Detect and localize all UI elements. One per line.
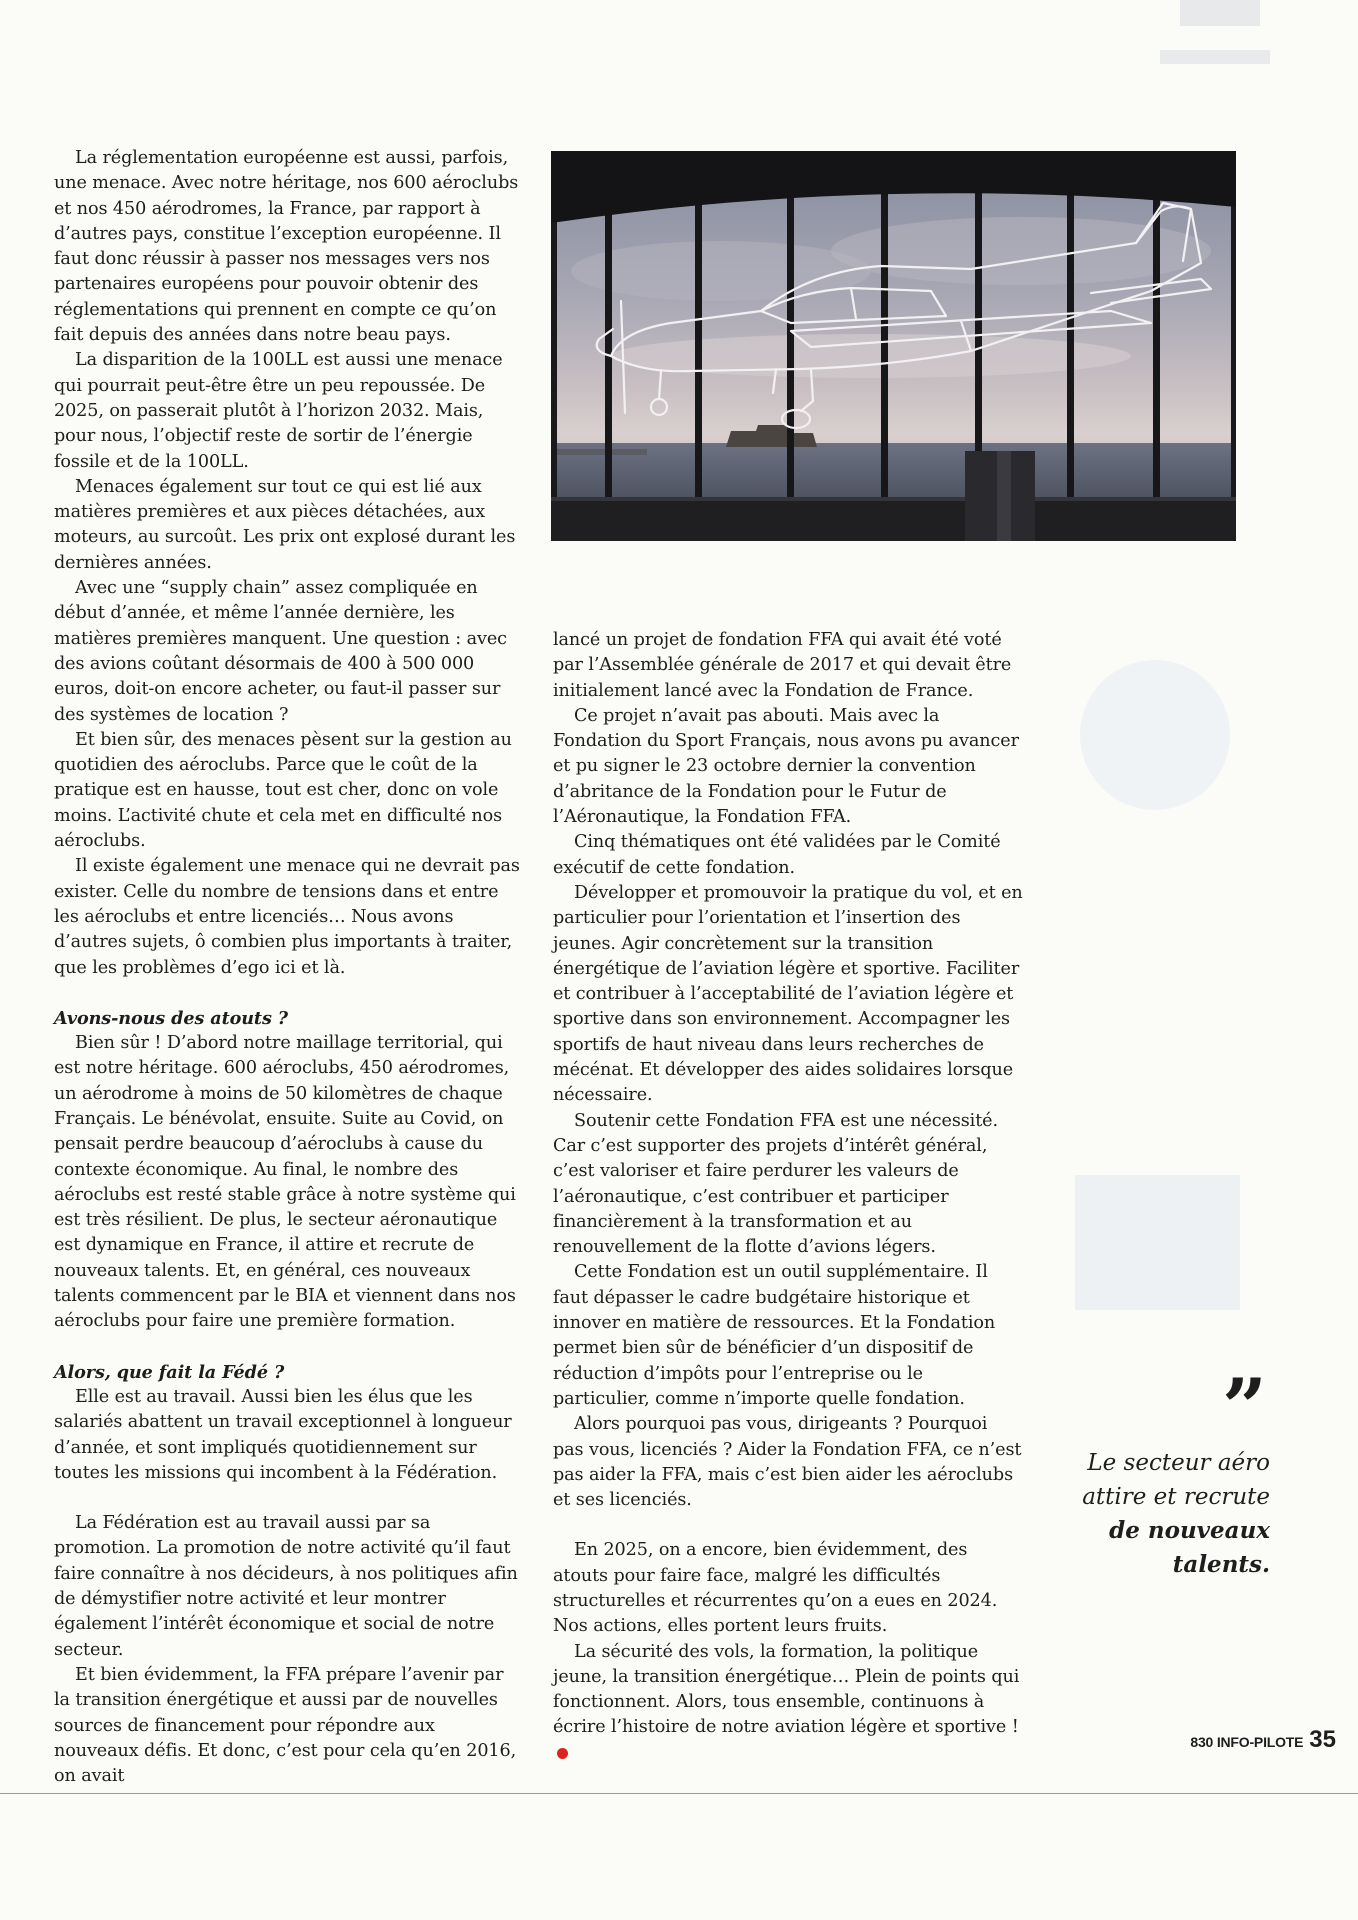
paragraph: La Fédération est au travail aussi par sa promotion. La promotion de notre activité qu’il faut faire connaître à nos décideurs, à nos politiques afin de démystifier notre activité et leur montrer également l’intérêt économique et social de notre secteur. bbox=[54, 1513, 518, 1660]
bleed-through-mark bbox=[1180, 0, 1260, 26]
closing-paragraph bbox=[553, 1640, 1023, 1766]
paragraph: lancé un projet de fondation FFA qui avait été voté par l’Assemblée générale de 2017 et qui devait être initialement lancé avec la Fondation de France. bbox=[553, 630, 1012, 701]
bleed-through-mark bbox=[1075, 1175, 1240, 1310]
spacer bbox=[553, 1513, 1023, 1538]
paragraph: Cette Fondation est un outil supplémentaire. Il faut dépasser le cadre budgétaire historique et innover en matière de ressources. Et la Fondation permet bien sûr de bénéficier d’un dispositif de réduction d’impôts pour l’entreprise ou le particulier, comme n’importe quelle fondation. bbox=[553, 1262, 996, 1409]
paragraph: Menaces également sur tout ce qui est lié aux matières premières et aux pièces détachées, aux moteurs, au surcoût. Les prix ont explosé durant les dernières années. bbox=[54, 476, 516, 573]
paragraph: Avec une “supply chain” assez compliquée en début d’année, et même l’année dernière, les matières premières manquent. Une question : avec des avions coûtant désormais de 400 à 500 000 euros, doit-on encore acheter, ou faut-il passer sur des systèmes de location ? bbox=[54, 578, 507, 725]
paragraph: Développer et promouvoir la pratique du vol, et en particulier pour l’orientation et l’insertion des jeunes. Agir concrètement sur la transition énergétique de l’aviation légère et sportive. Faciliter et contribuer à l’acceptabilité de l’aviation légère et sportive dans son environnement. Accompagner les sportifs de haut niveau dans leurs recherches de mécénat. Et développer des aides solidaires lorsque nécessaire. bbox=[553, 882, 1023, 1106]
closing-text: La sécurité des vols, la formation, la politique jeune, la transition énergétique… Plein de points qui fonctionnent. Alors, tous ensemble, continuons à écrire l’histoire de notre aviation légère et sportive ! bbox=[553, 1641, 1020, 1738]
paragraph: Et bien sûr, des menaces pèsent sur la gestion au quotidien des aéroclubs. Parce que le coût de la pratique est en hausse, tout est cher, donc on vole moins. L’activité chute et cela met en difficulté nos aéroclubs. bbox=[54, 729, 512, 852]
pull-quote-line-emphasis: talents. bbox=[1172, 1551, 1270, 1578]
paragraph: Elle est au travail. Aussi bien les élus que les salariés abattent un travail exceptionnel à longueur d’année, et sont impliqués quotidiennement sur toutes les missions qui incombent à la Fédération. bbox=[54, 1386, 512, 1483]
paragraph: La disparition de la 100LL est aussi une menace qui pourrait peut-être être un peu repoussée. De 2025, on passerait plutôt à l’horizon 2032. Mais, pour nous, l’objectif reste de sortir de l’énergie fossile et de la 100LL. bbox=[54, 350, 503, 472]
pull-quote-line: attire et recrute bbox=[1082, 1484, 1270, 1510]
pull-quote bbox=[1060, 1446, 1270, 1582]
magazine-issue-label: 830 INFO-PILOTE bbox=[1190, 1734, 1304, 1750]
spacer bbox=[54, 1486, 524, 1511]
pull-quote-line-emphasis: de nouveaux bbox=[1109, 1517, 1270, 1544]
article-column-middle bbox=[553, 628, 1023, 1766]
paragraph: Soutenir cette Fondation FFA est une nécessité. Car c’est supporter des projets d’intérêt général, c’est valoriser et faire perdurer les valeurs de l’aéronautique, c’est contribuer et participer financièrement à la transformation et au renouvellement de la flotte d’avions légers. bbox=[553, 1110, 998, 1258]
paragraph: La réglementation européenne est aussi, parfois, une menace. Avec notre héritage, nos 600 aéroclubs et nos 450 aérodromes, la France, par rapport à d’autres pays, constitue l’exception européenne. Il faut donc réussir à passer nos messages vers nos partenaires européens pour pouvoir obtenir des réglementations qui prennent en compte ce qu’on fait depuis des années dans notre beau pays. bbox=[54, 148, 519, 346]
spacer bbox=[54, 981, 524, 1006]
footer-rule bbox=[0, 1793, 1358, 1794]
pull-quote-line: Le secteur aéro bbox=[1087, 1450, 1270, 1476]
subheading-atouts: Avons-nous des atouts ? bbox=[54, 1007, 288, 1029]
subheading-fede: Alors, que fait la Fédé ? bbox=[54, 1361, 285, 1383]
article-column-left bbox=[54, 146, 524, 1789]
end-mark-icon bbox=[557, 1748, 568, 1759]
paragraph: Ce projet n’avait pas abouti. Mais avec la Fondation du Sport Français, nous avons pu avancer et pu signer le 23 octobre dernier la convention d’abritance de la Fondation pour le Futur de l’Aéronautique, la Fondation FFA. bbox=[553, 705, 1019, 828]
quote-mark-icon: ” bbox=[1222, 1362, 1267, 1453]
paragraph: Alors pourquoi pas vous, dirigeants ? Pourquoi pas vous, licenciés ? Aider la Fondation FFA, ce n’est pas aider la FFA, mais c’est bien aider les aéroclubs et ses licenciés. bbox=[553, 1414, 1022, 1511]
page-footer bbox=[1190, 1726, 1336, 1754]
paragraph: Bien sûr ! D’abord notre maillage territorial, qui est notre héritage. 600 aéroclubs, 450 aérodromes, un aérodrome à moins de 50 kilomètres de chaque Français. Le bénévolat, ensuite. Suite au Covid, on pensait perdre beaucoup d’aéroclubs à cause du contexte économique. Au final, le nombre des aéroclubs est resté stable grâce à notre système qui est très résilient. De plus, le secteur aéronautique est dynamique en France, il attire et recrute de nouveaux talents. Et, en général, ces nouveaux talents commencent par le BIA et viennent dans nos aéroclubs pour faire une première formation. bbox=[54, 1033, 516, 1332]
spacer bbox=[54, 1335, 524, 1360]
paragraph: Il existe également une menace qui ne devrait pas exister. Celle du nombre de tensions dans et entre les aéroclubs et entre licenciés… Nous avons d’autres sujets, ô combien plus importants à traiter, que les problèmes d’ego ici et là. bbox=[54, 856, 520, 978]
article-photo bbox=[551, 151, 1236, 541]
paragraph: Et bien évidemment, la FFA prépare l’avenir par la transition énergétique et aussi par de nouvelles sources de financement pour répondre aux nouveaux défis. Et donc, c’est pour cela qu’en 2016, on avait bbox=[54, 1664, 517, 1787]
paragraph: Cinq thématiques ont été validées par le Comité exécutif de cette fondation. bbox=[553, 832, 1001, 878]
bleed-through-mark bbox=[1160, 50, 1270, 64]
paragraph: En 2025, on a encore, bien évidemment, des atouts pour faire face, malgré les difficultés structurelles et récurrentes qu’on a eues en 2024. Nos actions, elles portent leurs fruits. bbox=[553, 1540, 998, 1637]
page-number: 35 bbox=[1309, 1726, 1336, 1753]
bleed-through-mark bbox=[1080, 660, 1230, 810]
